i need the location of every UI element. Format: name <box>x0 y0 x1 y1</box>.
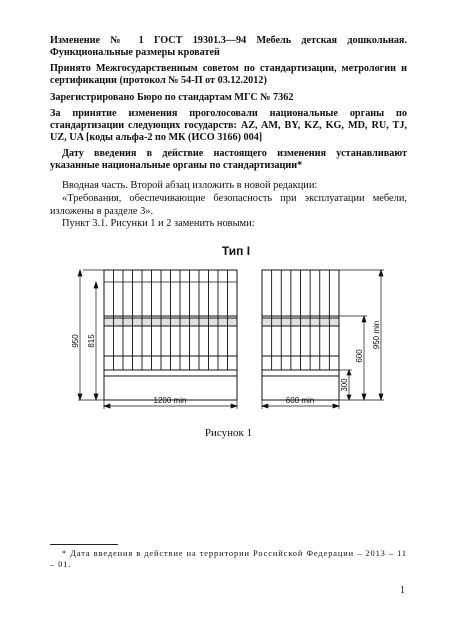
adoption-statement: Принято Межгосударственным советом по стандартизации, метрологии и сертификации (протокол № 54-П от 03.12.2012) <box>50 63 407 86</box>
dim-side-inner: 600 <box>355 349 364 363</box>
crib-front-view <box>104 270 237 400</box>
dim-side-low: 300 <box>340 378 349 392</box>
dim-width-side: 600 min <box>285 396 315 405</box>
page-number: 1 <box>400 585 405 596</box>
body-paragraph-quote: «Требования, обеспечивающие безопасность при эксплуатации мебели, изложены в разделе 3». <box>50 193 407 217</box>
amendment-title: Изменение № 1 ГОСТ 19301.3—94 Мебель детская дошкольная. Функциональные размеры кроватей <box>50 35 407 58</box>
dim-side-total: 950 min <box>372 320 381 350</box>
voting-statement: За принятие изменения проголосовали национальные органы по стандартизации следующих государств: AZ, AM, BY, KZ, KG, MD, RU, TJ, UZ, UA [коды альфа-2 по МК (ИСО 3166) 004] <box>50 108 407 143</box>
effective-date-statement: Дату введения в действие настоящего изменения устанавливают указанные национальные органы по стандартизации* <box>50 148 407 171</box>
footnote-divider <box>50 544 118 545</box>
footnote: * Дата введения в действие на территории Российской Федерации – 2013 – 11 – 01. <box>50 549 407 569</box>
registration-statement: Зарегистрировано Бюро по стандартам МГС № 7362 <box>50 92 294 103</box>
figure-title: Тип I <box>221 244 251 258</box>
figure-caption: Рисунок 1 <box>204 427 253 439</box>
dim-height-total: 950 <box>71 334 80 348</box>
body-paragraph-intro: Вводная часть. Второй абзац изложить в новой редакции: <box>62 180 318 191</box>
body-paragraph-figures: Пункт 3.1. Рисунки 1 и 2 заменить новыми: <box>62 218 255 229</box>
crib-drawing <box>0 238 457 418</box>
dim-height-inner: 815 <box>87 334 96 348</box>
dim-width-front: 1200 min <box>153 396 187 405</box>
crib-side-view <box>262 270 339 400</box>
